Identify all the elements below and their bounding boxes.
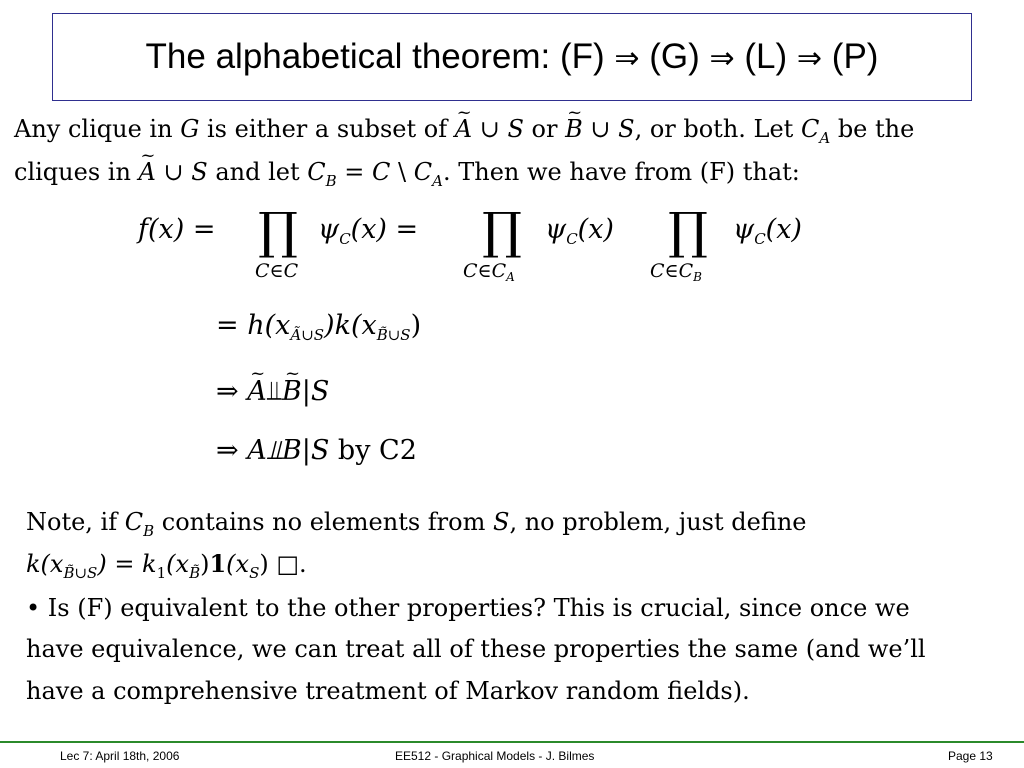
product-symbol: ∏ — [482, 202, 522, 260]
psi-term-2: $\psi_C(x)$ — [545, 214, 614, 248]
equation-line-2: = $h(x_{Ã\cup S})k(x_{B̃\cup S})$ — [216, 310, 422, 344]
implies-symbol: ⇒ — [709, 41, 735, 76]
note-line-1: Note, if $C_B$ contains no elements from S, no problem, just define — [26, 508, 807, 540]
product-index-1: C∈C — [255, 260, 299, 282]
bullet-line-3: have a comprehensive treatment of Markov random fields). — [26, 677, 750, 705]
footer-center: EE512 - Graphical Models - J. Bilmes — [395, 749, 595, 763]
title-text: The alphabetical theorem: (F) — [145, 37, 615, 76]
title-part-p: (P) — [831, 37, 879, 76]
footer-divider — [0, 741, 1024, 743]
product-symbol: ∏ — [258, 202, 298, 260]
equation-line-4: ⇒ A⫫B|S by C2 — [216, 435, 417, 466]
note-line-2: $k(x_{B̃\cup S}) = k_1(x_{B̃})1(x_S)$ □. — [26, 549, 307, 582]
equation-line-1: f(x) = — [138, 214, 216, 245]
intro-line-1: Any clique in G is either a subset of ~ A ∪ S or ~ B ∪ S, or both. Let $C_A$ be the — [14, 117, 914, 141]
equation-line-3: ⇒ ~ A⫫~ B|S — [216, 378, 329, 405]
bullet-line-2: have equivalence, we can treat all of these properties the same (and we’ll — [26, 635, 926, 663]
footer-page: Page 13 — [948, 749, 993, 763]
title-part-l: (L) — [744, 37, 788, 76]
title-box — [52, 13, 972, 101]
psi-term-1: $\psi_C(x)$ = — [318, 214, 419, 248]
implies-symbol: ⇒ — [614, 41, 640, 76]
implies-symbol: ⇒ — [796, 41, 823, 76]
product-index-3: $C\in C_B$ — [650, 260, 702, 284]
footer-left: Lec 7: April 18th, 2006 — [60, 749, 180, 763]
slide-title — [146, 37, 879, 77]
bullet-line-1: • Is (F) equivalent to the other properties? This is crucial, since once we — [26, 594, 910, 622]
title-part-g: (G) — [649, 37, 700, 76]
psi-term-3: $\psi_C(x)$ — [733, 214, 802, 248]
intro-line-2: cliques in ~ A ∪ S and let $C_B = C$ \ $C_A$. Then we have from (F) that: — [14, 160, 800, 184]
product-symbol: ∏ — [668, 202, 708, 260]
product-index-2: $C\in C_A$ — [463, 260, 515, 284]
